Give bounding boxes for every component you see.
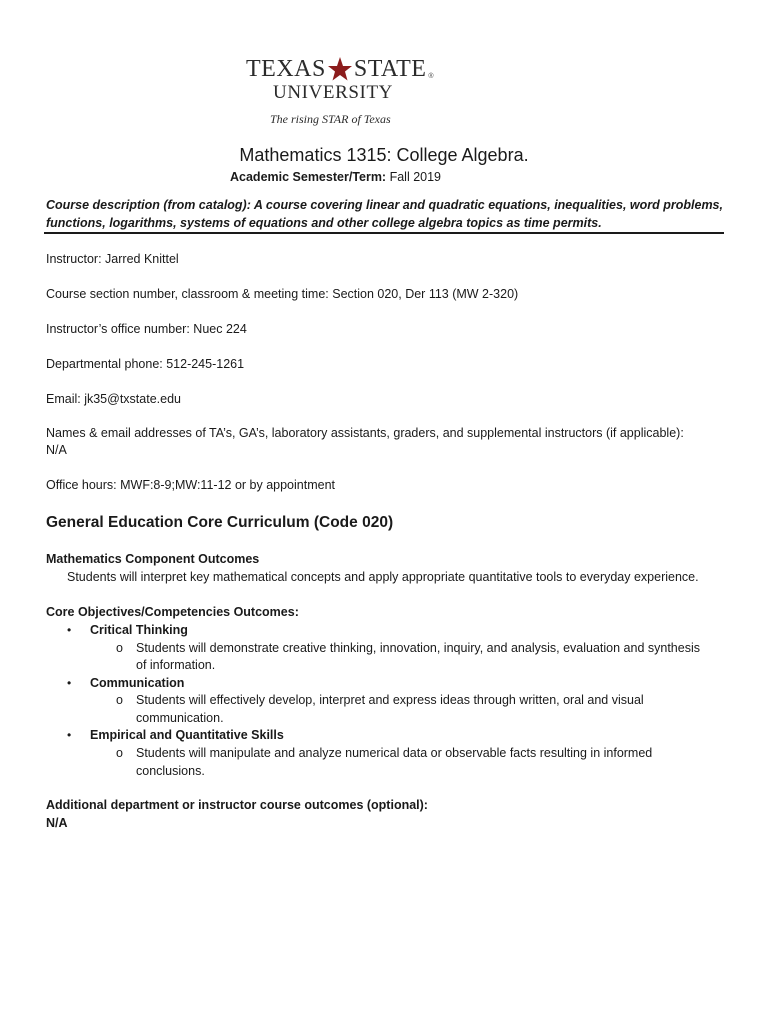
additional-outcomes-label: Additional department or instructor course outcomes (optional): [46,798,428,812]
section-line: Course section number, classroom & meeting time: Section 020, Der 113 (MW 2-320) [46,287,519,301]
tas-value: N/A [46,443,67,457]
instructor-line: Instructor: Jarred Knittel [46,252,179,266]
objective-text-cont: communication. [136,711,224,725]
bullet-icon: • [67,676,72,690]
objective-text: Students will effectively develop, interpret and express ideas through written, oral and visual [136,693,644,707]
star-icon [327,56,353,82]
logo-university: UNIVERSITY [273,82,393,103]
term-value: Fall 2019 [389,170,442,184]
objective-label: Critical Thinking [90,623,188,637]
bullet-icon: • [67,623,72,637]
math-outcomes-heading: Mathematics Component Outcomes [46,552,260,566]
term-row [230,170,441,184]
objective-text: Students will manipulate and analyze numerical data or observable facts resulting in informed [136,746,653,760]
office-hours-line: Office hours: MWF:8-9;MW:11-12 or by appointment [46,478,336,492]
course-description: Course description (from catalog): A course covering linear and quadratic equations, inequalities, word problems, functions, logarithms, systems of equations and other college algebra topics as time permits. [46,198,723,230]
core-objectives-heading: Core Objectives/Competencies Outcomes: [46,605,299,619]
gen-ed-heading: General Education Core Curriculum (Code 020) [46,514,394,531]
objective-text: Students will demonstrate creative thinking, innovation, inquiry, and analysis, evaluation and synthesis [136,641,700,655]
objective-text-cont: conclusions. [136,764,205,778]
university-logo [246,52,434,86]
office-line: Instructor’s office number: Nuec 224 [46,322,247,336]
page-title: Mathematics 1315: College Algebra. [239,145,529,165]
registered-mark: ® [428,73,434,80]
math-outcomes-text: Students will interpret key mathematical concepts and apply appropriate quantitative tools to everyday experience. [67,570,699,584]
divider [44,232,724,234]
objective-text-cont: of information. [136,658,216,672]
objective-label: Empirical and Quantitative Skills [90,728,284,742]
bullet-icon: • [67,728,72,742]
term-label: Academic Semester/Term: [230,170,387,184]
tas-label: Names & email addresses of TA’s, GA’s, laboratory assistants, graders, and supplemental instructors (if applicable): [46,426,684,440]
phone-line: Departmental phone: 512-245-1261 [46,357,245,371]
email-line: Email: jk35@txstate.edu [46,392,181,406]
sub-bullet-icon: o [116,693,123,707]
sub-bullet-icon: o [116,641,123,655]
logo-word-texas: TEXAS [246,55,326,82]
logo-tagline: The rising STAR of Texas [270,112,391,126]
objective-label: Communication [90,676,185,690]
additional-outcomes-value: N/A [46,816,68,830]
sub-bullet-icon: o [116,746,123,760]
logo-word-state: STATE [353,55,427,82]
